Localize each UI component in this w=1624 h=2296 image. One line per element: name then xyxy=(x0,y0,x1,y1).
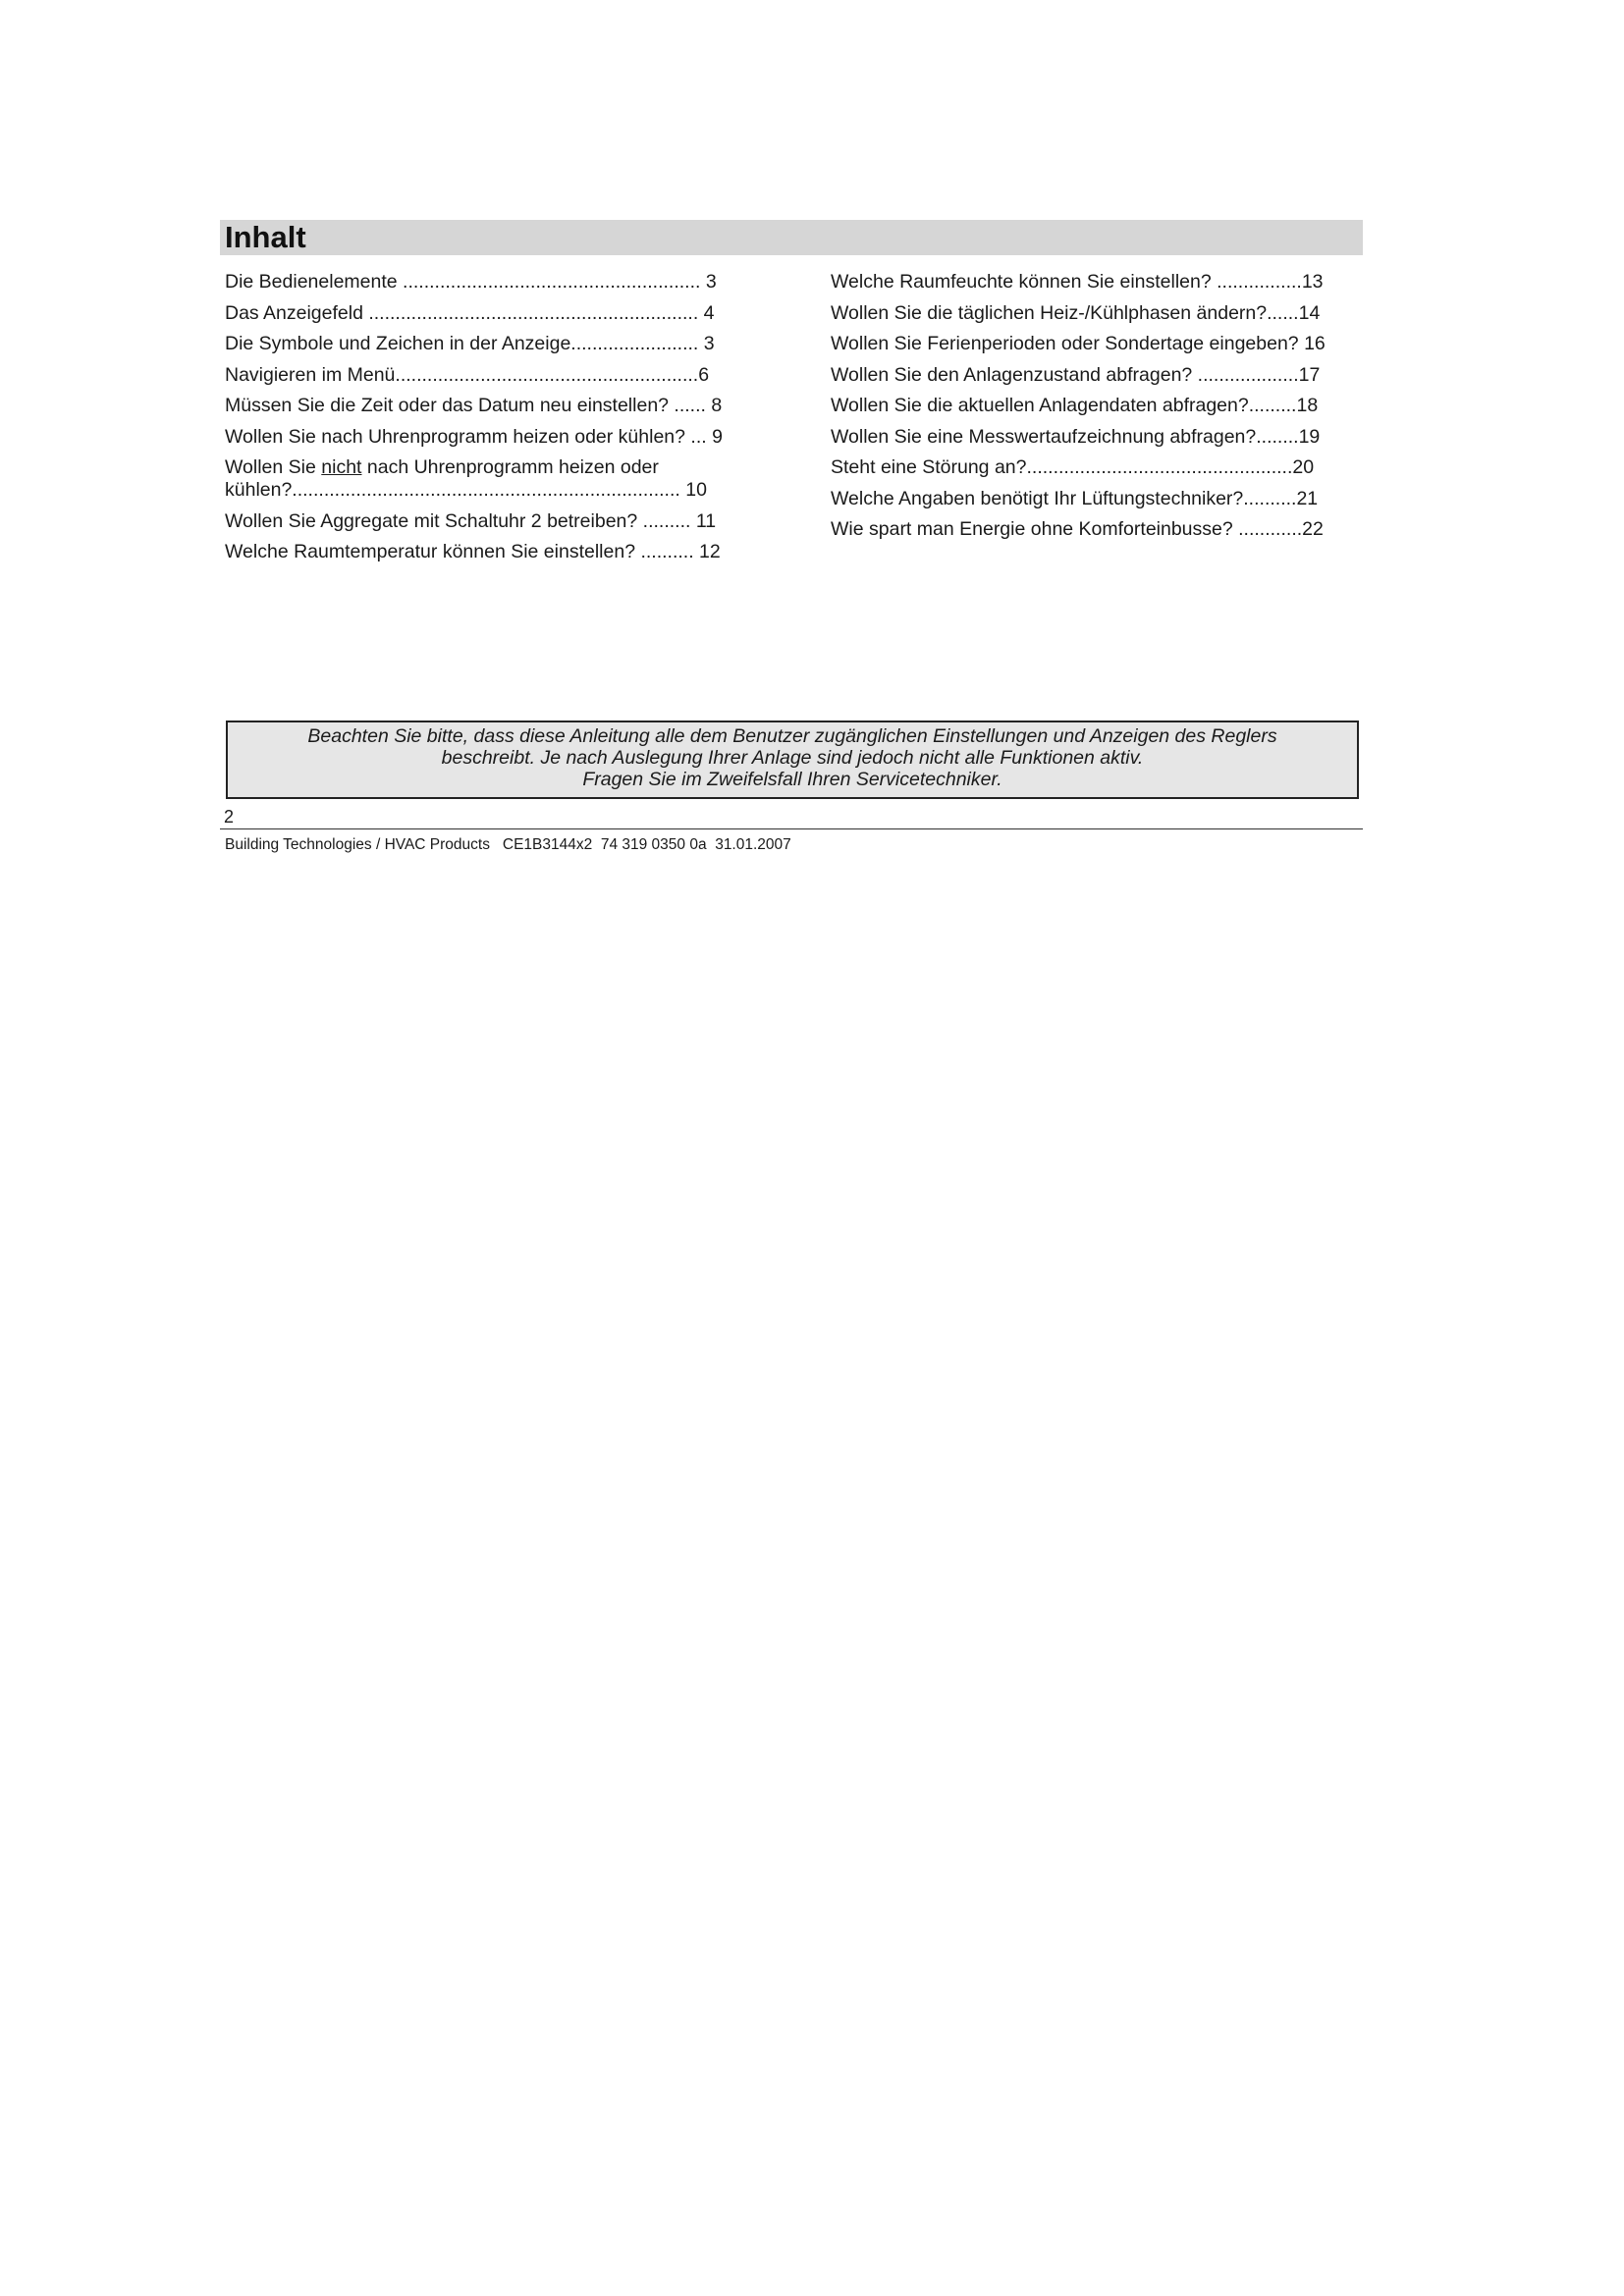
notice-line: beschreibt. Je nach Auslegung Ihrer Anlage sind jedoch nicht alle Funktionen aktiv. xyxy=(441,747,1144,769)
toc-entry-emphasis: nicht xyxy=(321,456,362,478)
notice-line: Fragen Sie im Zweifelsfall Ihren Servicetechniker. xyxy=(582,769,1002,790)
toc-entry[interactable]: Welche Angaben benötigt Ihr Lüftungstechniker?..........21 xyxy=(831,487,1319,509)
toc-entry[interactable]: Wollen Sie Aggregate mit Schaltuhr 2 betreiben? ......... 11 xyxy=(225,509,717,532)
section-title: Inhalt xyxy=(225,220,306,254)
notice-box xyxy=(226,721,1359,799)
toc-entry[interactable]: Welche Raumfeuchte können Sie einstellen? ................13 xyxy=(831,271,1324,293)
toc-entry[interactable]: Die Symbole und Zeichen in der Anzeige........................ 3 xyxy=(225,333,715,354)
toc-entry[interactable]: Welche Raumtemperatur können Sie einstellen? .......... 12 xyxy=(225,541,721,562)
toc-entry[interactable]: Wollen Sie Ferienperioden oder Sondertage eingeben? 16 xyxy=(831,333,1326,354)
toc-entry-text: nach Uhrenprogramm heizen oder kühlen?......................................................................... 10 xyxy=(225,456,707,501)
toc-entry[interactable]: Wollen Sie die täglichen Heiz-/Kühlphasen ändern?......14 xyxy=(831,301,1321,324)
footer-text: Building Technologies / HVAC Products CE1B3144x2 74 319 0350 0a 31.01.2007 xyxy=(225,836,791,853)
toc-entry[interactable]: Wollen Sie den Anlagenzustand abfragen? ...................17 xyxy=(831,363,1321,386)
toc-entry[interactable]: Die Bedienelemente ........................................................ 3 xyxy=(225,271,717,293)
footer-rule xyxy=(220,828,1363,829)
toc-entry[interactable]: Müssen Sie die Zeit oder das Datum neu einstellen? ...... 8 xyxy=(225,395,723,416)
section-title-bar xyxy=(220,220,1363,255)
toc-entry[interactable]: Das Anzeigefeld .............................................................. 4 xyxy=(225,301,715,324)
notice-line: Beachten Sie bitte, dass diese Anleitung alle dem Benutzer zugänglichen Einstellungen und Anzeigen des Reglers xyxy=(307,725,1277,747)
toc-entry-text: Wollen Sie xyxy=(225,456,322,478)
toc-entry[interactable]: Wollen Sie die aktuellen Anlagendaten abfragen?.........18 xyxy=(831,395,1319,416)
toc-entry[interactable]: Steht eine Störung an?..................................................20 xyxy=(831,456,1315,478)
toc-right-column xyxy=(831,271,1364,550)
toc-entry[interactable]: Wollen Sie eine Messwertaufzeichnung abfragen?........19 xyxy=(831,425,1321,448)
page-number: 2 xyxy=(224,807,235,827)
toc-entry[interactable] xyxy=(225,456,758,502)
toc-entry[interactable]: Navigieren im Menü.........................................................6 xyxy=(225,363,710,386)
toc-left-column xyxy=(225,271,758,572)
toc-entry[interactable]: Wollen Sie nach Uhrenprogramm heizen oder kühlen? ... 9 xyxy=(225,425,723,448)
toc-entry[interactable]: Wie spart man Energie ohne Komforteinbusse? ............22 xyxy=(831,518,1324,540)
